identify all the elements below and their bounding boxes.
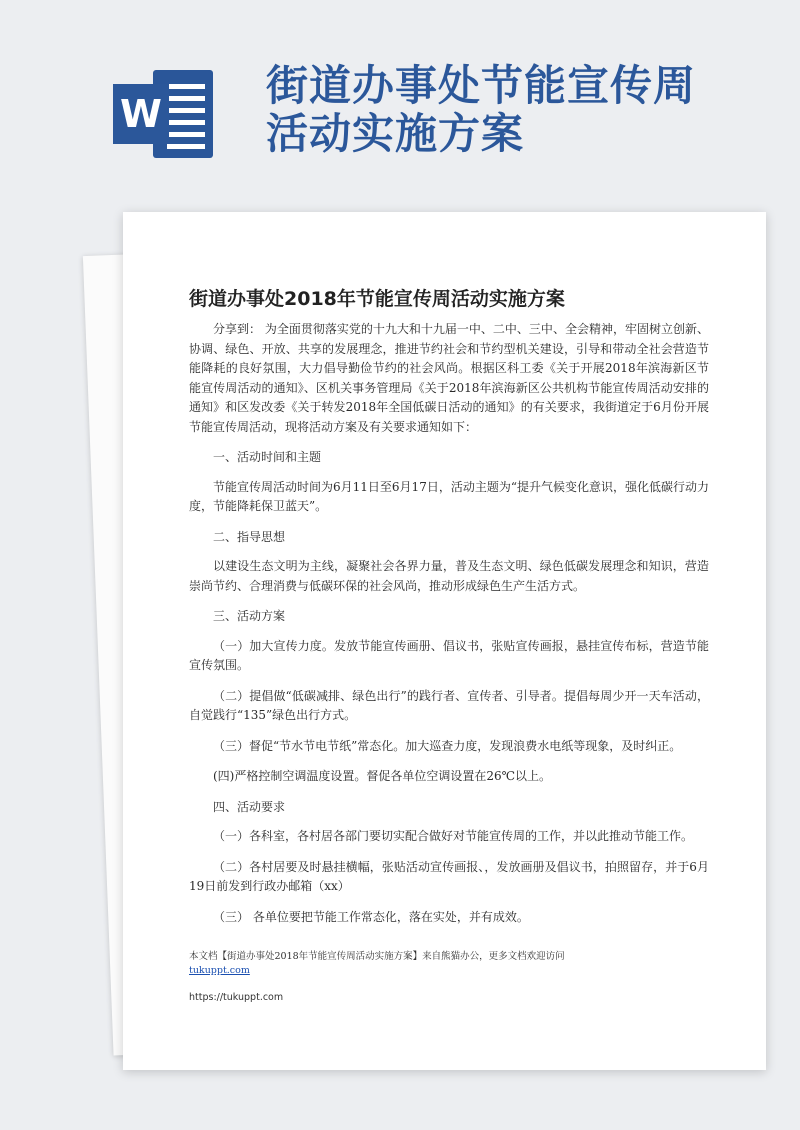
document-title: 街道办事处2018年节能宣传周活动实施方案 xyxy=(189,288,565,310)
headline-line-1: 街道办事处节能宣传周 xyxy=(266,61,697,110)
headline-line-2: 活动实施方案 xyxy=(266,109,525,158)
banner-headline xyxy=(266,62,786,158)
intro-paragraph: 分享到： 为全面贯彻落实党的十九大和十九届一中、二中、三中、全会精神，牢固树立创新、协调、绿色、开放、共享的发展理念，推进节约社会和节约型机关建设，引导和带动全社会营造节能降耗的良好氛围，大力倡导勤俭节约的社会风尚。根据区科工委《关于开展2018年滨海新区节能宣传周活动的通知》、区机关事务管理局《关于2018年滨海新区公共机构节能宣传周活动安排的通知》和区发改委《关于转发2018年全国低碳日活动的通知》的有关要求，我街道定于6月份开展节能宣传周活动，现将活动方案及有关要求通知如下： xyxy=(189,322,709,434)
section-heading: 三、活动方案 xyxy=(213,609,286,623)
paragraph: （三） 各单位要把节能工作常态化，落在实处，并有成效。 xyxy=(213,909,529,924)
section-heading: 二、指导思想 xyxy=(213,529,286,544)
section-heading: 四、活动要求 xyxy=(213,799,286,814)
paragraph: （三）督促“节水节电节纸”常态化。加大巡查力度，发现浪费水电纸等现象，及时纠正。 xyxy=(213,738,682,753)
paragraph: 以建设生态文明为主线，凝聚社会各界力量，普及生态文明、绿色低碳发展理念和知识，营造崇尚节约、合理消费与低碳环保的社会风尚，推动形成绿色生产生活方式。 xyxy=(189,559,709,593)
word-doc-icon xyxy=(113,70,213,158)
source-url[interactable]: https://tukuppt.com xyxy=(189,992,284,1003)
word-letter-badge: W xyxy=(113,84,169,144)
footer-note: 本文档【街道办事处2018年节能宣传周活动实施方案】来自熊猫办公，更多文档欢迎访问 xyxy=(189,951,565,962)
paragraph: （二）各村居要及时悬挂横幅，张贴活动宣传画报、，发放画册及倡议书，拍照留存，并于6月19日前发到行政办邮箱（xx） xyxy=(189,859,709,893)
paragraph: 节能宣传周活动时间为6月11日至6月17日，活动主题为“提升气候变化意识，强化低碳行动力度，节能降耗保卫蓝天”。 xyxy=(189,479,709,513)
paragraph: （一）各科室，各村居各部门要切实配合做好对节能宣传周的工作，并以此推动节能工作。 xyxy=(213,829,694,843)
paragraph: （一）加大宣传力度。发放节能宣传画册、倡议书，张贴宣传画报，悬挂宣传布标，营造节能宣传氛围。 xyxy=(189,638,709,672)
document-page xyxy=(123,212,766,1070)
footer-link[interactable]: tukuppt.com xyxy=(189,965,250,976)
paragraph: （二）提倡做“低碳减排、绿色出行”的践行者、宣传者、引导者。提倡每周少开一天车活动，自觉践行“135”绿色出行方式。 xyxy=(189,688,709,722)
paragraph: (四)严格控制空调温度设置。督促各单位空调设置在26℃以上。 xyxy=(213,769,552,783)
document-body xyxy=(189,320,709,938)
section-heading: 一、活动时间和主题 xyxy=(213,450,322,464)
document-footer xyxy=(189,950,729,978)
